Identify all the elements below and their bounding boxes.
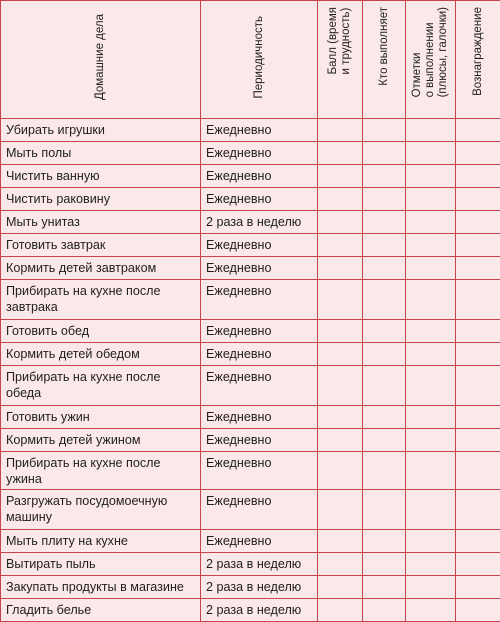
reward-cell[interactable]	[456, 234, 500, 257]
reward-cell[interactable]	[456, 119, 500, 142]
header-chores-label: Домашние дела	[94, 14, 107, 100]
performer-cell[interactable]	[363, 366, 406, 406]
header-chores	[1, 1, 201, 119]
performer-cell[interactable]	[363, 343, 406, 366]
performer-cell[interactable]	[363, 280, 406, 320]
score-cell[interactable]	[318, 343, 363, 366]
table-row	[1, 119, 500, 142]
chore-cell: Готовить ужин	[1, 406, 201, 429]
marks-cell[interactable]	[406, 165, 456, 188]
score-cell[interactable]	[318, 553, 363, 576]
performer-cell[interactable]	[363, 211, 406, 234]
frequency-cell: Ежедневно	[201, 406, 318, 429]
score-cell[interactable]	[318, 320, 363, 343]
frequency-cell: 2 раза в неделю	[201, 553, 318, 576]
score-cell[interactable]	[318, 165, 363, 188]
table-row	[1, 234, 500, 257]
table-row	[1, 257, 500, 280]
performer-cell[interactable]	[363, 119, 406, 142]
chore-cell: Вытирать пыль	[1, 553, 201, 576]
score-cell[interactable]	[318, 280, 363, 320]
performer-cell[interactable]	[363, 257, 406, 280]
marks-cell[interactable]	[406, 576, 456, 599]
score-cell[interactable]	[318, 188, 363, 211]
score-cell[interactable]	[318, 119, 363, 142]
table-row	[1, 188, 500, 211]
header-marks-line1: Отметки	[411, 53, 423, 98]
marks-cell[interactable]	[406, 599, 456, 622]
reward-cell[interactable]	[456, 280, 500, 320]
header-frequency-label: Периодичность	[253, 16, 266, 99]
chore-cell: Готовить завтрак	[1, 234, 201, 257]
chore-cell: Прибирать на кухне после завтрака	[1, 280, 201, 320]
chore-cell: Кормить детей ужином	[1, 429, 201, 452]
table-row	[1, 553, 500, 576]
marks-cell[interactable]	[406, 320, 456, 343]
header-score-line1: Балл (время	[327, 7, 339, 74]
marks-cell[interactable]	[406, 343, 456, 366]
table-row	[1, 530, 500, 553]
frequency-cell: 2 раза в неделю	[201, 211, 318, 234]
performer-cell[interactable]	[363, 429, 406, 452]
frequency-cell: 2 раза в неделю	[201, 599, 318, 622]
frequency-cell: Ежедневно	[201, 142, 318, 165]
frequency-cell: Ежедневно	[201, 165, 318, 188]
frequency-cell: Ежедневно	[201, 188, 318, 211]
score-cell[interactable]	[318, 406, 363, 429]
reward-cell[interactable]	[456, 452, 500, 490]
performer-cell[interactable]	[363, 530, 406, 553]
reward-cell[interactable]	[456, 490, 500, 530]
table-row	[1, 280, 500, 320]
reward-cell[interactable]	[456, 188, 500, 211]
frequency-cell: Ежедневно	[201, 429, 318, 452]
reward-cell[interactable]	[456, 320, 500, 343]
table-row	[1, 599, 500, 622]
header-marks-label	[411, 7, 450, 97]
reward-cell[interactable]	[456, 553, 500, 576]
header-marks-line3: (плюсы, галочки)	[437, 7, 449, 97]
header-row	[1, 1, 500, 119]
chore-cell: Чистить раковину	[1, 188, 201, 211]
reward-cell[interactable]	[456, 406, 500, 429]
header-reward	[456, 1, 500, 119]
frequency-cell: 2 раза в неделю	[201, 576, 318, 599]
performer-cell[interactable]	[363, 406, 406, 429]
score-cell[interactable]	[318, 490, 363, 530]
frequency-cell: Ежедневно	[201, 119, 318, 142]
performer-cell[interactable]	[363, 576, 406, 599]
performer-cell[interactable]	[363, 234, 406, 257]
reward-cell[interactable]	[456, 343, 500, 366]
chore-cell: Прибирать на кухне после ужина	[1, 452, 201, 490]
score-cell[interactable]	[318, 576, 363, 599]
header-score	[318, 1, 363, 119]
score-cell[interactable]	[318, 211, 363, 234]
performer-cell[interactable]	[363, 165, 406, 188]
table-row	[1, 490, 500, 530]
chore-cell: Прибирать на кухне после обеда	[1, 366, 201, 406]
frequency-cell: Ежедневно	[201, 280, 318, 320]
frequency-cell: Ежедневно	[201, 530, 318, 553]
reward-cell[interactable]	[456, 142, 500, 165]
chore-cell: Мыть полы	[1, 142, 201, 165]
header-performer-label: Кто выполняет	[378, 7, 391, 86]
marks-cell[interactable]	[406, 406, 456, 429]
chore-cell: Кормить детей завтраком	[1, 257, 201, 280]
marks-cell[interactable]	[406, 142, 456, 165]
frequency-cell: Ежедневно	[201, 320, 318, 343]
table-row	[1, 142, 500, 165]
score-cell[interactable]	[318, 429, 363, 452]
reward-cell[interactable]	[456, 366, 500, 406]
header-performer	[363, 1, 406, 119]
frequency-cell: Ежедневно	[201, 366, 318, 406]
chore-cell: Готовить обед	[1, 320, 201, 343]
chore-cell: Закупать продукты в магазине	[1, 576, 201, 599]
score-cell[interactable]	[318, 257, 363, 280]
reward-cell[interactable]	[456, 165, 500, 188]
marks-cell[interactable]	[406, 257, 456, 280]
frequency-cell: Ежедневно	[201, 452, 318, 490]
marks-cell[interactable]	[406, 429, 456, 452]
marks-cell[interactable]	[406, 490, 456, 530]
frequency-cell: Ежедневно	[201, 490, 318, 530]
chore-cell: Мыть унитаз	[1, 211, 201, 234]
performer-cell[interactable]	[363, 320, 406, 343]
table-row	[1, 165, 500, 188]
reward-cell[interactable]	[456, 257, 500, 280]
chore-cell: Кормить детей обедом	[1, 343, 201, 366]
header-frequency	[201, 1, 318, 119]
performer-cell[interactable]	[363, 599, 406, 622]
score-cell[interactable]	[318, 366, 363, 406]
header-score-label	[327, 7, 353, 74]
chores-body	[1, 119, 500, 622]
table-row	[1, 576, 500, 599]
score-cell[interactable]	[318, 234, 363, 257]
table-row	[1, 429, 500, 452]
marks-cell[interactable]	[406, 211, 456, 234]
score-cell[interactable]	[318, 530, 363, 553]
performer-cell[interactable]	[363, 188, 406, 211]
marks-cell[interactable]	[406, 234, 456, 257]
reward-cell[interactable]	[456, 211, 500, 234]
marks-cell[interactable]	[406, 553, 456, 576]
chore-cell: Убирать игрушки	[1, 119, 201, 142]
score-cell[interactable]	[318, 599, 363, 622]
table-row	[1, 406, 500, 429]
marks-cell[interactable]	[406, 280, 456, 320]
table-row	[1, 211, 500, 234]
reward-cell[interactable]	[456, 530, 500, 553]
table-row	[1, 366, 500, 406]
performer-cell[interactable]	[363, 452, 406, 490]
reward-cell[interactable]	[456, 576, 500, 599]
marks-cell[interactable]	[406, 530, 456, 553]
marks-cell[interactable]	[406, 188, 456, 211]
chore-cell: Чистить ванную	[1, 165, 201, 188]
header-marks-line2: о выполнении	[424, 22, 436, 97]
chore-cell: Мыть плиту на кухне	[1, 530, 201, 553]
frequency-cell: Ежедневно	[201, 257, 318, 280]
performer-cell[interactable]	[363, 553, 406, 576]
chore-cell: Гладить белье	[1, 599, 201, 622]
performer-cell[interactable]	[363, 142, 406, 165]
performer-cell[interactable]	[363, 490, 406, 530]
table-row	[1, 320, 500, 343]
score-cell[interactable]	[318, 452, 363, 490]
header-marks	[406, 1, 456, 119]
chore-cell: Разгружать посудомоечную машину	[1, 490, 201, 530]
table-row	[1, 452, 500, 490]
header-reward-label: Вознаграждение	[472, 7, 485, 96]
frequency-cell: Ежедневно	[201, 234, 318, 257]
marks-cell[interactable]	[406, 452, 456, 490]
marks-cell[interactable]	[406, 366, 456, 406]
frequency-cell: Ежедневно	[201, 343, 318, 366]
reward-cell[interactable]	[456, 599, 500, 622]
table-row	[1, 343, 500, 366]
reward-cell[interactable]	[456, 429, 500, 452]
score-cell[interactable]	[318, 142, 363, 165]
header-score-line2: и трудность)	[340, 8, 352, 75]
marks-cell[interactable]	[406, 119, 456, 142]
